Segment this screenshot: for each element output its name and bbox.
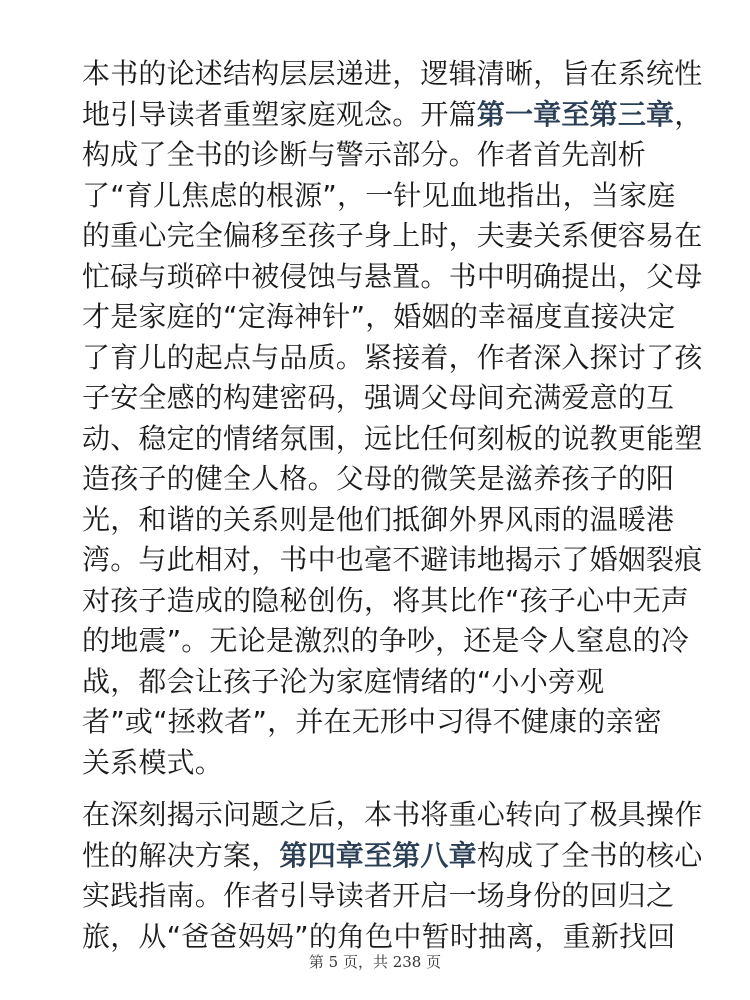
text-line: 了“育儿焦虑的根源”，一针见血地指出，当家庭 bbox=[82, 178, 676, 212]
text-line: 造孩子的健全人格。父母的微笑是滋养孩子的阳 bbox=[82, 462, 675, 495]
text-span: ， bbox=[674, 97, 703, 131]
chapter-highlight: 第一章至第三章 bbox=[476, 97, 675, 131]
text-line bbox=[82, 836, 703, 877]
text-line: 对孩子造成的隐秘创伤，将其比作“孩子心中无声 bbox=[82, 583, 689, 617]
text-line: 实践指南。作者引导读者开启一场身份的回归之 bbox=[82, 879, 675, 912]
text-line: 构成了全书的诊断与警示部分。作者首先剖析 bbox=[82, 138, 647, 171]
text-line: 的地震”。无论是激烈的争吵，还是令人窒息的冷 bbox=[82, 624, 689, 657]
page-footer: 第 5 页，共 238 页 bbox=[308, 953, 442, 971]
text-span: 性的解决方案， bbox=[82, 838, 280, 872]
paragraph-2 bbox=[82, 795, 703, 957]
text-line: 动、稳定的情绪氛围，远比任何刻板的说教更能塑 bbox=[82, 421, 703, 455]
text-line: 旅，从“爸爸妈妈”的角色中暂时抽离，重新找回 bbox=[82, 919, 676, 953]
text-span: 构成了全书的核心 bbox=[476, 838, 703, 872]
text-line: 子安全感的构建密码，强调父母间充满爱意的互 bbox=[82, 381, 675, 414]
text-line: 才是家庭的“定海神针”，婚姻的幸福度直接决定 bbox=[82, 300, 676, 333]
chapter-highlight: 第四章至第八章 bbox=[279, 838, 477, 872]
text-line: 本书的论述结构层层递进，逻辑清晰，旨在系统性 bbox=[82, 57, 703, 90]
text-line: 光，和谐的关系则是他们抵御外界风雨的温暖港 bbox=[82, 502, 675, 536]
text-line: 忙碌与琐碎中被侵蚀与悬置。书中明确提出，父母 bbox=[82, 259, 703, 293]
page-body bbox=[82, 54, 703, 957]
text-line bbox=[82, 95, 703, 136]
paragraph-1 bbox=[82, 54, 703, 783]
paragraph-spacer bbox=[82, 783, 682, 795]
text-span: 地引导读者重塑家庭观念。开篇 bbox=[82, 97, 477, 131]
text-line: 在深刻揭示问题之后，本书将重心转向了极具操作 bbox=[82, 798, 703, 831]
text-line: 了育儿的起点与品质。紧接着，作者深入探讨了孩 bbox=[82, 340, 703, 374]
text-line: 的重心完全偏移至孩子身上时，夫妻关系便容易在 bbox=[82, 219, 703, 252]
text-line: 战，都会让孩子沦为家庭情绪的“小小旁观 bbox=[82, 664, 605, 698]
text-line: 者”或“拯救者”，并在无形中习得不健康的亲密 bbox=[82, 705, 662, 738]
text-line: 湾。与此相对，书中也毫不避讳地揭示了婚姻裂痕 bbox=[82, 543, 703, 576]
text-line: 关系模式。 bbox=[82, 745, 224, 779]
